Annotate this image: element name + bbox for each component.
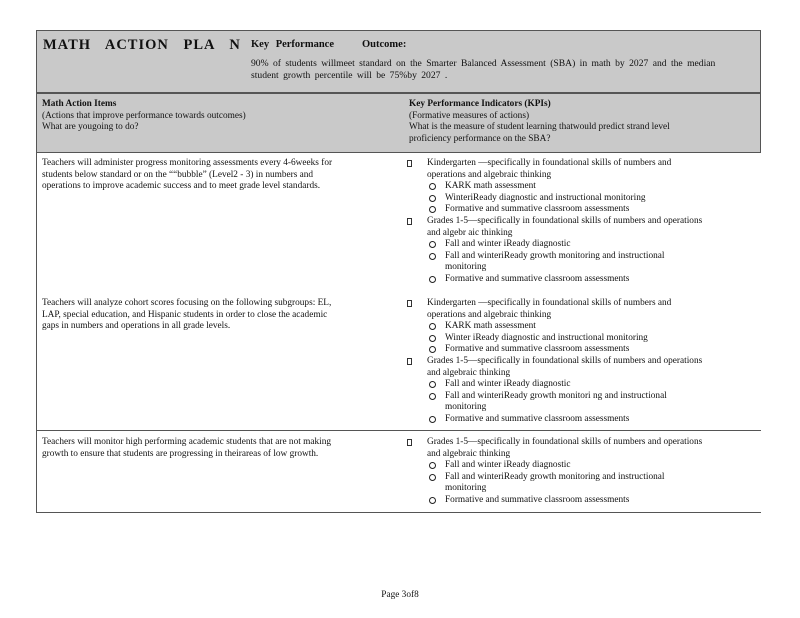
kpi-measure: Fall and winter iReady diagnostic (405, 239, 755, 251)
table-rule (36, 152, 761, 153)
kpi-list (405, 437, 755, 507)
outcome-line: 90% of students willmeet standard on the Smarter Balanced Assessment (SBA) in math by 2027 and the median (251, 58, 716, 69)
kpi-grade-text: and algebraic thinking (427, 448, 511, 459)
bullet-circle-icon (429, 253, 436, 260)
kpi-list (405, 298, 755, 426)
kpi-grade-text: Grades 1-5—specifically in foundational skills of numbers and operations (427, 437, 703, 447)
bullet-circle-icon (429, 393, 436, 400)
action-line: growth to ensure that students are progressing in theirareas of low growth. (42, 448, 319, 459)
action-item (42, 158, 392, 193)
outcome-line: student growth percentile will be 75%by 2027 . (251, 70, 448, 81)
action-line: students below standard or on the ““bubble” (Level2 - 3) in numbers and (42, 169, 314, 180)
actions-column-question: What are yougoing to do? (42, 122, 139, 133)
action-line: LAP, special education, and Hispanic students in order to close the academic (42, 309, 328, 320)
kpi-measure: Formative and summative classroom assessments (405, 344, 755, 356)
key-performance-label: Key Performance (251, 39, 335, 50)
kpi-measure: Formative and summative classroom assessments (405, 495, 755, 507)
action-line: Teachers will monitor high performing academic students that are not making (42, 437, 332, 447)
bullet-circle-icon (429, 276, 436, 283)
kpi-list (405, 158, 755, 286)
bullet-circle-icon (429, 462, 436, 469)
kpi-column-header (409, 99, 670, 145)
kpi-grade-band (405, 356, 755, 379)
action-line: Teachers will analyze cohort scores focusing on the following subgroups: EL, (42, 298, 332, 308)
kpi-grade-text: and algebraic thinking (427, 367, 511, 378)
kpi-grade-band (405, 437, 755, 460)
kpi-measure: Fall and winter iReady diagnostic (405, 460, 755, 472)
kpi-measure: Formative and summative classroom assessments (405, 414, 755, 426)
kpi-measure: Fall and winteriReady growth monitoring and instructional (405, 472, 755, 484)
bullet-circle-icon (429, 195, 436, 202)
bullet-square-icon (407, 160, 412, 167)
bullet-circle-icon (429, 241, 436, 248)
bullet-circle-icon (429, 323, 436, 330)
outcome-label: Outcome: (362, 39, 407, 50)
bullet-circle-icon (429, 335, 436, 342)
kpi-column-subtitle: (Formative measures of actions) (409, 110, 530, 121)
page-number: Page 3of8 (381, 590, 419, 600)
kpi-measure: Fall and winteriReady growth monitoring and instructional (405, 251, 755, 263)
action-line: Teachers will administer progress monitoring assessments every 4-6weeks for (42, 158, 333, 168)
action-line: operations to improve academic success and to meet grade level standards. (42, 181, 321, 192)
table-rule (36, 512, 761, 513)
kpi-measure: Fall and winteriReady growth monitori ng and instructional (405, 391, 755, 403)
kpi-grade-text: operations and algebraic thinking (427, 169, 552, 180)
kpi-measure-cont: monitoring (445, 483, 487, 494)
bullet-circle-icon (429, 381, 436, 388)
kpi-column-title: Key Performance Indicators (KPIs) (409, 99, 551, 109)
actions-column-header (42, 99, 246, 134)
bullet-circle-icon (429, 497, 436, 504)
bullet-square-icon (407, 439, 412, 446)
kpi-measure-cont: monitoring (445, 402, 487, 413)
plan-header (36, 30, 761, 93)
kpi-measure: Formative and summative classroom assessments (405, 274, 755, 286)
page-title: MATH ACTION PLA N (43, 37, 241, 53)
table-rule (36, 93, 761, 94)
kpi-column-question: What is the measure of student learning thatwould predict strand level (409, 122, 670, 133)
bullet-square-icon (407, 358, 412, 365)
action-item (42, 298, 392, 333)
kpi-measure: KARK math assessment (405, 181, 755, 193)
kpi-grade-text: Kindergarten —specifically in foundational skills of numbers and (427, 298, 672, 308)
kpi-grade-band (405, 216, 755, 239)
kpi-measure: Fall and winter iReady diagnostic (405, 379, 755, 391)
action-line: gaps in numbers and operations in all grade levels. (42, 321, 231, 332)
table-rule (36, 430, 761, 431)
actions-column-title: Math Action Items (42, 99, 117, 109)
kpi-measure: Winter iReady diagnostic and instructional monitoring (405, 333, 755, 345)
bullet-square-icon (407, 218, 412, 225)
kpi-measure: KARK math assessment (405, 321, 755, 333)
kpi-measure: WinteriReady diagnostic and instructional monitoring (405, 193, 755, 205)
bullet-circle-icon (429, 183, 436, 190)
kpi-grade-band (405, 158, 755, 181)
actions-column-subtitle: (Actions that improve performance towards outcomes) (42, 110, 246, 121)
column-header-row (36, 93, 761, 153)
kpi-grade-text: and algebr aic thinking (427, 227, 513, 238)
outcome-statement (251, 58, 751, 82)
kpi-measure: Formative and summative classroom assessments (405, 204, 755, 216)
bullet-circle-icon (429, 474, 436, 481)
kpi-column-question-cont: proficiency performance on the SBA? (409, 133, 551, 144)
kpi-measure-cont: monitoring (445, 262, 487, 273)
bullet-circle-icon (429, 346, 436, 353)
table-left-border (36, 93, 37, 513)
bullet-square-icon (407, 300, 412, 307)
kpi-grade-text: Grades 1-5—specifically in foundational skills of numbers and operations (427, 215, 703, 226)
kpi-grade-band (405, 298, 755, 321)
bullet-circle-icon (429, 416, 436, 423)
action-item (42, 437, 392, 460)
kpi-grade-text: Kindergarten —specifically in foundational skills of numbers and (427, 158, 672, 168)
kpi-grade-text: Grades 1-5—specifically in foundational skills of numbers and operations (427, 355, 703, 366)
bullet-circle-icon (429, 206, 436, 213)
kpi-grade-text: operations and algebraic thinking (427, 309, 552, 320)
